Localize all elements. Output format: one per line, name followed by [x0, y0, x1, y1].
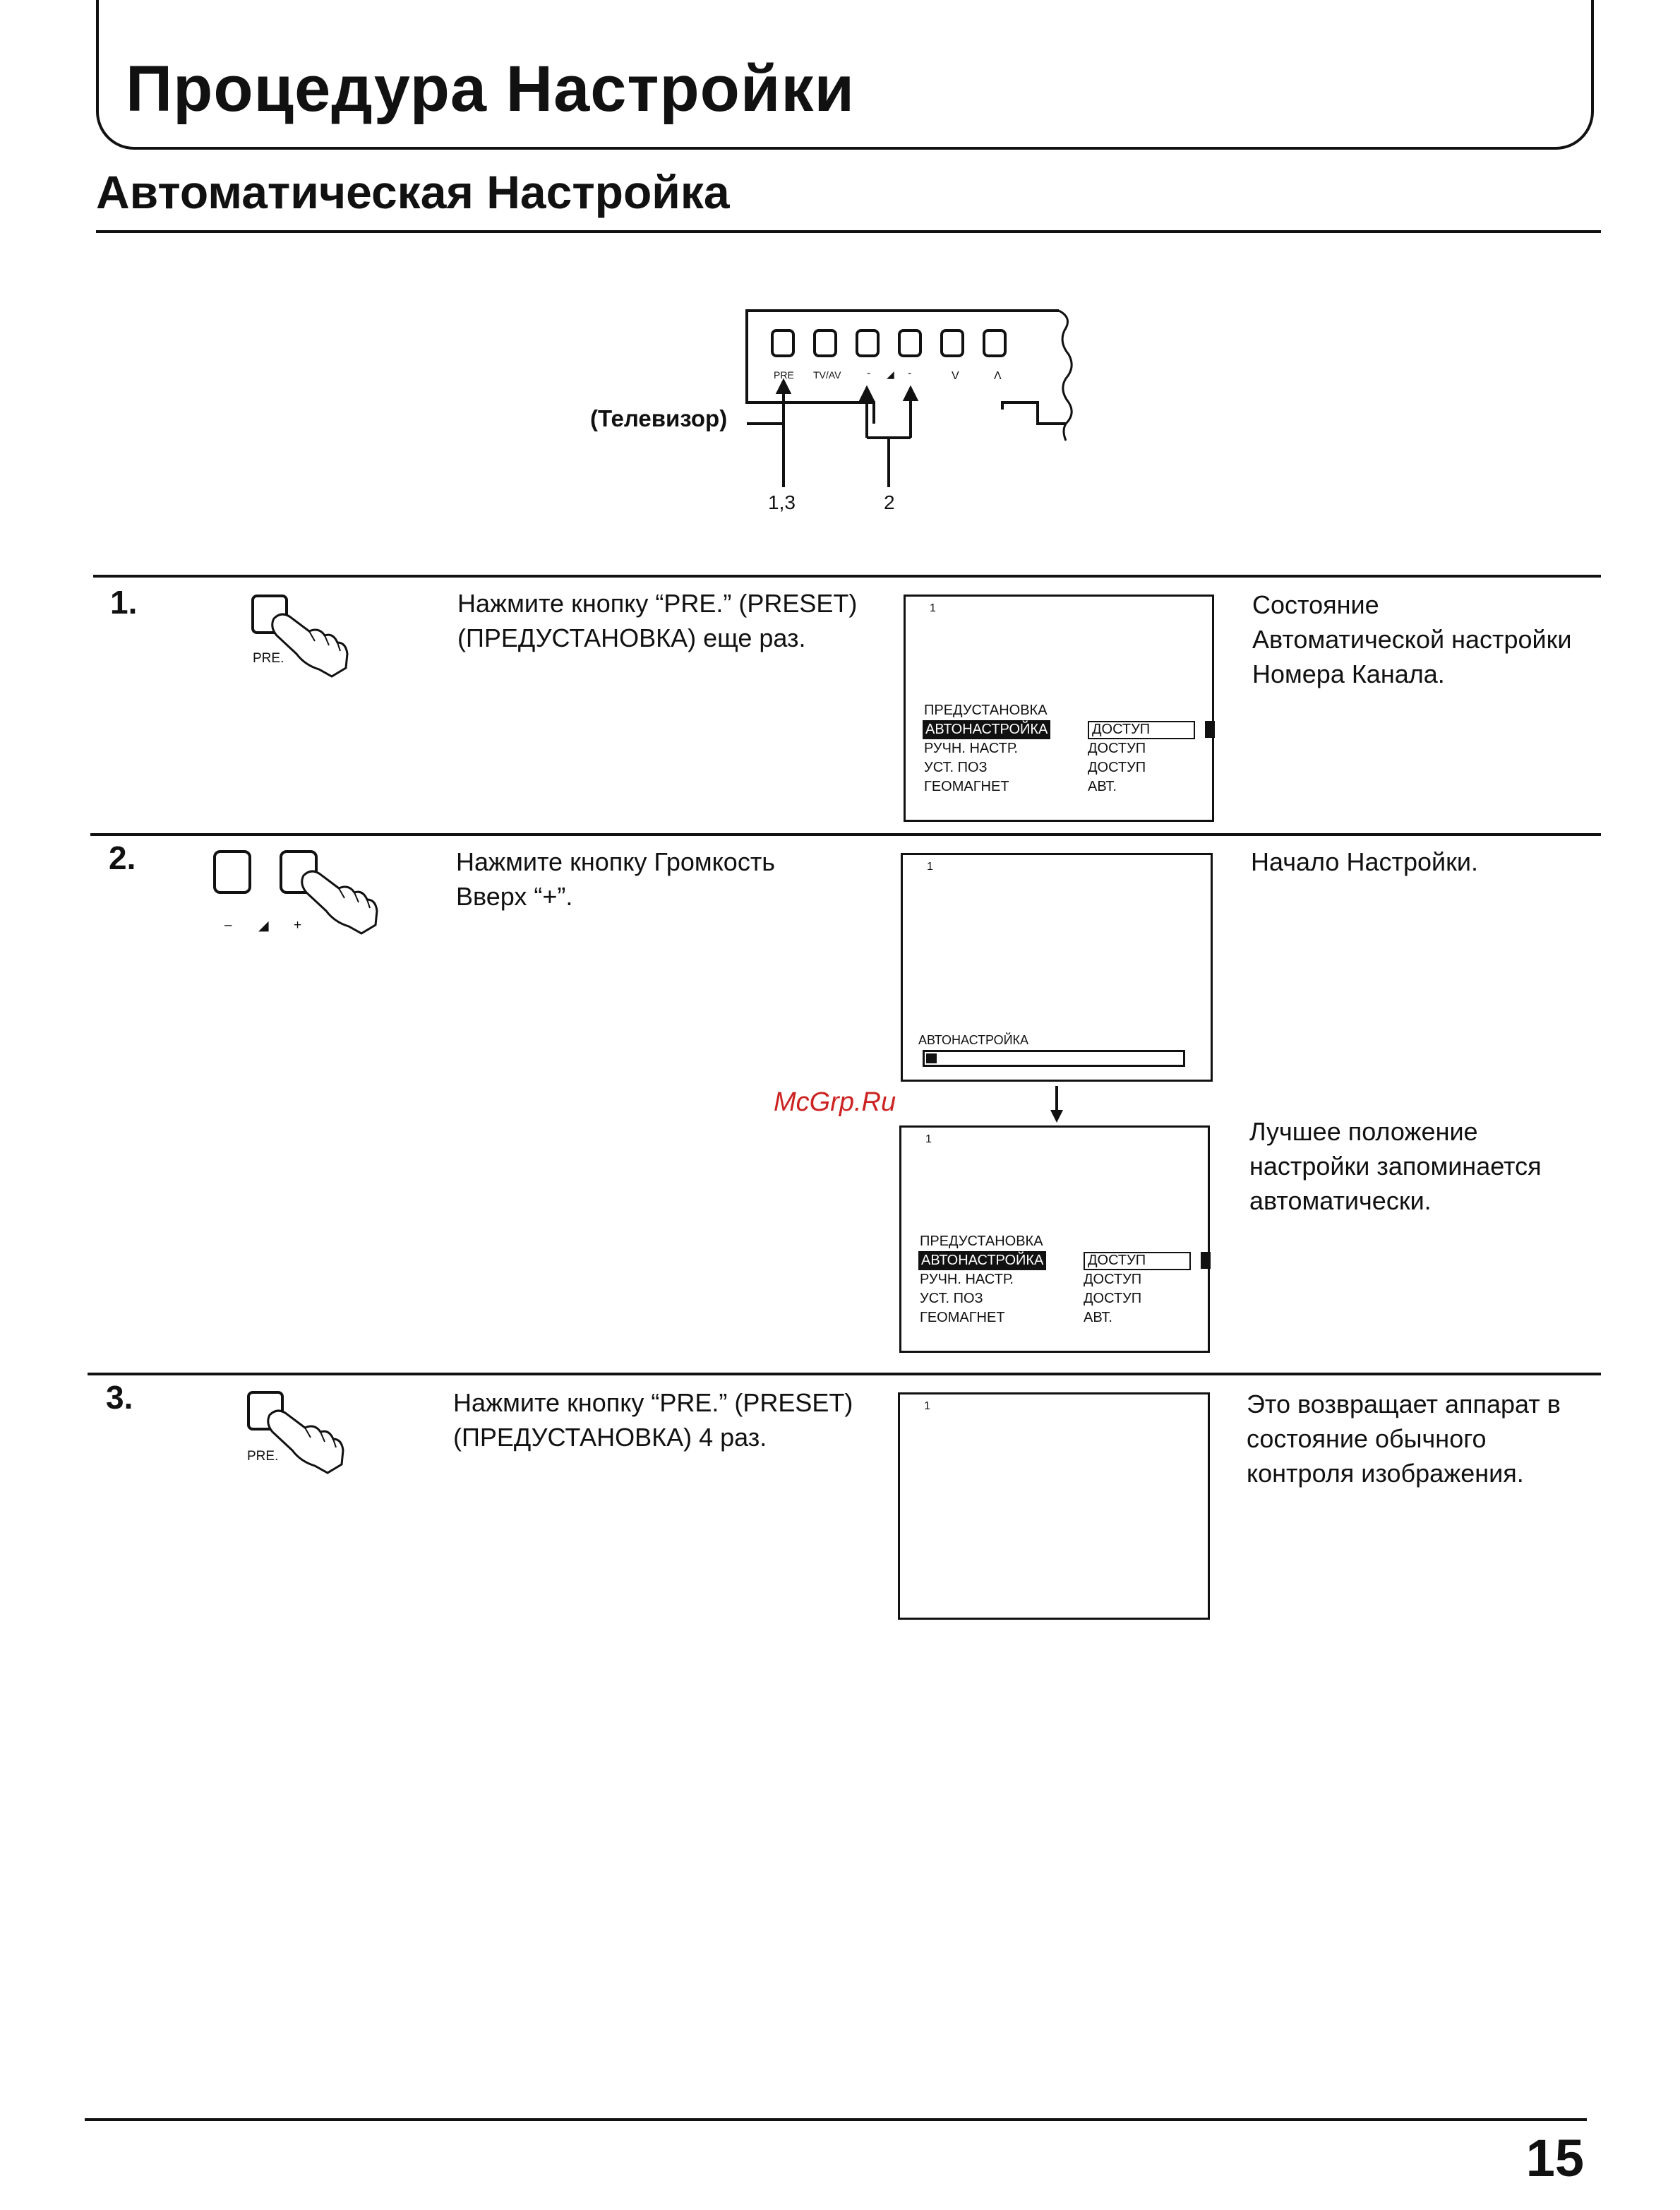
menu-key: АВТОНАСТРОЙКА [918, 1251, 1046, 1270]
step-3-instruction-line: (ПРЕДУСТАНОВКА) 4 раз. [453, 1423, 767, 1452]
menu-value: ДОСТУП [1084, 1272, 1142, 1287]
channel-number: 1 [924, 1400, 930, 1412]
step-2-button-illustration [205, 844, 388, 943]
panel-label-tvav: TV/AV [813, 369, 841, 381]
callout-1-3: 1,3 [768, 491, 796, 513]
panel-label-plus: - [908, 367, 912, 379]
panel-buttons [772, 330, 1005, 356]
step-2-description-line: Лучшее положение [1249, 1117, 1478, 1146]
channel-number: 1 [927, 861, 933, 873]
page-title: Процедура Настройки [126, 53, 856, 125]
tuning-bar-label: АВТОНАСТРОЙКА [918, 1033, 1029, 1047]
panel-label-volume: ◢ [887, 369, 894, 380]
menu-value: ДОСТУП [1088, 721, 1195, 739]
tuning-progress-bar [923, 1050, 1185, 1067]
menu-value: АВТ. [1084, 1310, 1112, 1325]
panel-label-minus: - [867, 367, 871, 379]
step-2-tv-screen-tuning [901, 853, 1213, 1082]
step-3-description-line: состояние обычного [1247, 1424, 1487, 1453]
step-2-label-minus: – [224, 918, 232, 933]
menu-value: АВТ. [1088, 779, 1117, 794]
channel-number: 1 [930, 602, 936, 614]
step-2-instruction-line: Нажмите кнопку Громкость [456, 847, 776, 876]
tv-label: (Телевизор) [590, 405, 728, 431]
step-1-number: 1. [110, 584, 138, 621]
menu-value: ДОСТУП [1088, 760, 1146, 775]
step-1-button-illustration [240, 586, 360, 685]
press-button-icon [236, 1385, 356, 1484]
menu-value: ДОСТУП [1084, 1291, 1142, 1306]
menu-key: УСТ. ПОЗ [924, 760, 988, 775]
step-2-description-line: автоматически. [1249, 1186, 1432, 1215]
section-rule [96, 230, 1601, 233]
step-3-rule [88, 1373, 1601, 1375]
step-2-instruction-line: Вверх “+”. [456, 882, 573, 911]
channel-number: 1 [925, 1133, 932, 1145]
step-2-instruction [456, 844, 775, 914]
step-3-number: 3. [106, 1379, 133, 1416]
step-1-tv-screen [904, 595, 1214, 822]
step-2-description-a [1251, 844, 1478, 879]
step-2-number: 2. [109, 840, 136, 876]
step-1-description-line: Автоматической настройки [1252, 625, 1572, 654]
step-2-description-line: Начало Настройки. [1251, 847, 1478, 876]
menu-cursor [1205, 721, 1215, 738]
step-1-description [1252, 587, 1572, 691]
step-1-rule [93, 575, 1601, 578]
step-2-rule [90, 833, 1601, 836]
panel-label-pre: PRE [774, 369, 794, 381]
page-number: 15 [1525, 2129, 1584, 2187]
step-1-instruction-line: Нажмите кнопку “PRE.” (PRESET) [457, 589, 858, 618]
watermark: McGrp.Ru [774, 1087, 896, 1117]
down-arrow-icon [1046, 1085, 1067, 1124]
step-2-label-plus: + [294, 918, 302, 933]
step-3-description [1247, 1387, 1561, 1491]
menu-key: ГЕОМАГНЕТ [920, 1310, 1005, 1325]
step-2-tv-screen-done [899, 1125, 1210, 1353]
menu-key: ГЕОМАГНЕТ [924, 779, 1009, 794]
step-1-instruction-line: (ПРЕДУСТАНОВКА) еще раз. [457, 623, 806, 652]
step-1-instruction [457, 586, 857, 655]
step-2-description-line: настройки запоминается [1249, 1152, 1542, 1181]
menu-key: РУЧН. НАСТР. [920, 1272, 1014, 1287]
menu-value: ДОСТУП [1084, 1252, 1191, 1270]
step-2-label-volume: ◢ [258, 919, 269, 933]
press-button-icon [240, 586, 360, 685]
section-title: Автоматическая Настройка [96, 166, 730, 218]
step-3-tv-screen [898, 1392, 1210, 1620]
menu-value: ДОСТУП [1088, 741, 1146, 756]
menu-title-text: ПРЕДУСТАНОВКА [920, 1234, 1043, 1249]
step-1-description-line: Номера Канала. [1252, 659, 1445, 688]
menu-key: УСТ. ПОЗ [920, 1291, 983, 1306]
menu-key: АВТОНАСТРОЙКА [923, 720, 1050, 739]
panel-label-up: Λ [994, 370, 1002, 382]
step-3-instruction [453, 1385, 853, 1455]
menu-key: РУЧН. НАСТР. [924, 741, 1018, 756]
menu-cursor [1201, 1252, 1211, 1269]
step-1-description-line: Состояние [1252, 590, 1379, 619]
step-3-button-label: PRE. [247, 1449, 279, 1464]
footer-rule [85, 2118, 1587, 2121]
step-3-button-illustration [236, 1385, 356, 1484]
callout-2: 2 [884, 491, 895, 513]
step-3-instruction-line: Нажмите кнопку “PRE.” (PRESET) [453, 1388, 853, 1417]
step-2-description-b [1249, 1114, 1542, 1218]
step-3-description-line: контроля изображения. [1247, 1459, 1524, 1488]
step-1-button-label: PRE. [253, 651, 284, 666]
panel-label-down: V [952, 370, 959, 382]
tuning-progress-fill [926, 1053, 937, 1063]
step-3-description-line: Это возвращает аппарат в [1247, 1390, 1561, 1418]
menu-title-text: ПРЕДУСТАНОВКА [924, 703, 1048, 718]
